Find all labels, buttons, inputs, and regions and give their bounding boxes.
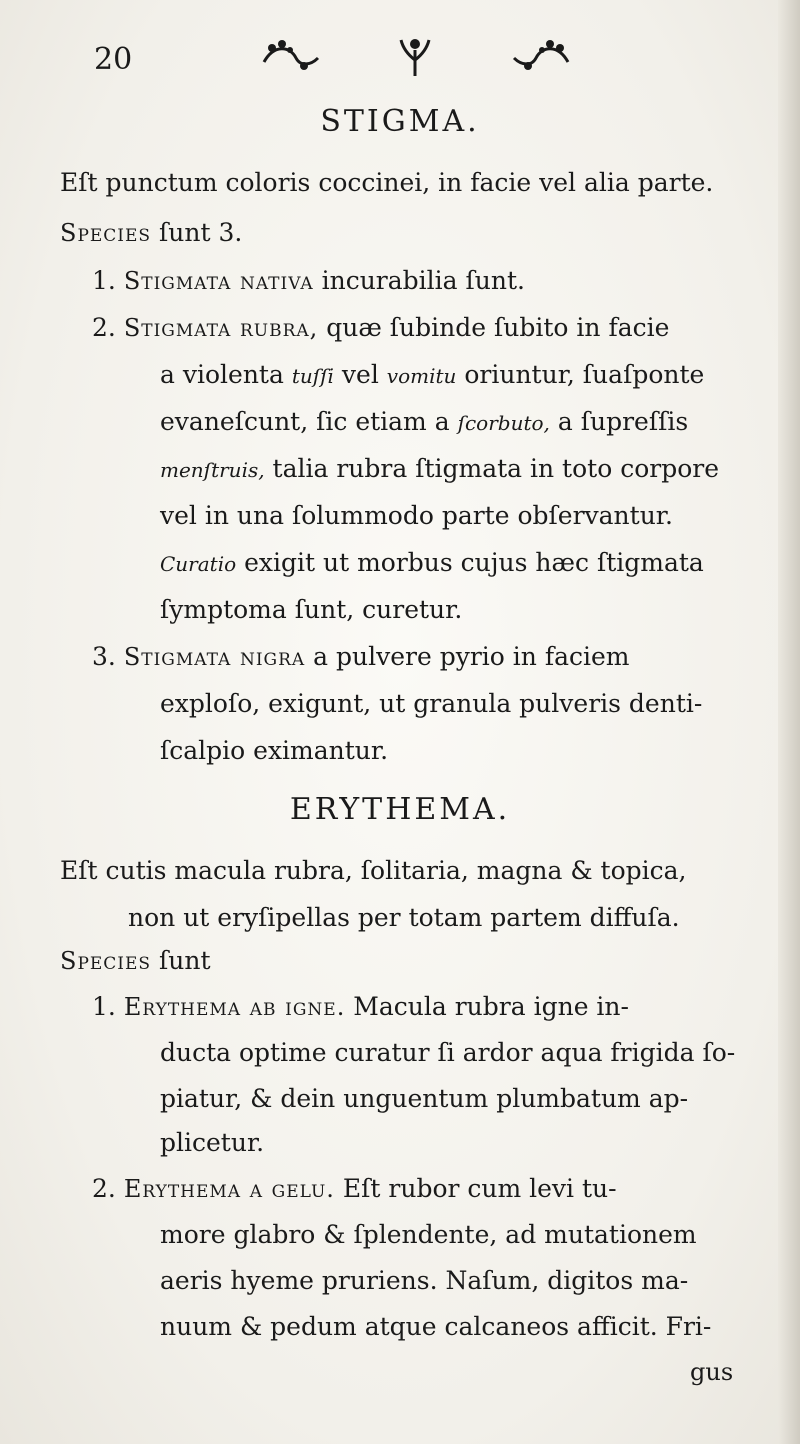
section-title-erythema: ERYTHEMA.	[289, 792, 511, 827]
item-text: incurabilia ſunt.	[321, 266, 525, 295]
erythema-item-2-line-2: more glabro & ſplendente, ad mutationem	[160, 1220, 697, 1249]
item-name: Erythema ab igne.	[123, 993, 346, 1021]
text-run: a violenta	[160, 360, 284, 389]
text-run: evaneſcunt, ſic etiam a	[160, 407, 450, 436]
italic-term: Curatio	[160, 552, 237, 576]
item-name: Stigmata nigra	[123, 643, 306, 671]
stigma-item-2-line-3	[160, 407, 688, 436]
item-number: 1.	[92, 992, 116, 1021]
stigma-item-2-line-2	[160, 360, 704, 389]
page-spine-shadow	[778, 0, 800, 1444]
species-label: Species	[60, 219, 152, 247]
page-number: 20	[94, 42, 133, 77]
species-label: Species	[60, 947, 152, 975]
item-number: 3.	[92, 642, 116, 671]
italic-term: tuſſi	[291, 364, 334, 388]
erythema-item-2-line-4: nuum & pedum atque calcaneos afficit. Fri-	[160, 1312, 712, 1341]
erythema-item-2	[92, 1174, 617, 1203]
stigma-item-2-line-5: vel in una ſolummodo parte obſervantur.	[160, 501, 673, 530]
erythema-item-1-line-3: piatur, & dein unguentum plumbatum ap-	[160, 1084, 689, 1113]
item-text: a pulvere pyrio in faciem	[313, 642, 630, 671]
stigma-item-2-line-6	[160, 548, 704, 577]
erythema-definition-1: Eſt cutis macula rubra, ſolitaria, magna & topica,	[60, 856, 687, 885]
stigma-item-2-line-7: ſymptoma ſunt, curetur.	[160, 595, 463, 624]
text-run: a ſupreſſis	[557, 407, 689, 436]
stigma-item-3-line-2: exploſo, exigunt, ut granula pulveris denti-	[160, 689, 703, 718]
running-header	[90, 36, 610, 84]
stigma-item-2-line-4	[160, 454, 719, 483]
erythema-definition-2: non ut eryſipellas per totam partem diffuſa.	[128, 903, 680, 932]
text-run: exigit ut morbus cujus hæc ſtigmata	[244, 548, 704, 577]
item-name: Stigmata nativa	[123, 267, 314, 295]
floral-sprig-icon	[510, 36, 572, 76]
item-number: 1.	[92, 266, 116, 295]
erythema-item-1	[92, 992, 629, 1021]
item-text: Macula rubra igne in-	[353, 992, 629, 1021]
item-name: Stigmata rubra,	[123, 314, 319, 342]
fleuron-icon	[395, 36, 435, 78]
stigma-definition: Eſt punctum coloris coccinei, in facie vel alia parte.	[60, 168, 714, 197]
catchword: gus	[690, 1358, 734, 1386]
item-text: quæ ſubinde ſubito in facie	[326, 313, 670, 342]
text-run: vel	[341, 360, 379, 389]
italic-term: menſtruis,	[160, 458, 265, 482]
text-run: oriuntur, ſuaſponte	[464, 360, 705, 389]
section-title-stigma: STIGMA.	[320, 104, 480, 139]
erythema-species-line	[60, 946, 211, 975]
italic-term: ſcorbuto,	[457, 411, 550, 435]
stigma-item-2	[92, 313, 669, 342]
stigma-item-3	[92, 642, 630, 671]
item-name: Erythema a gelu.	[123, 1175, 335, 1203]
text-run: talia rubra ſtigmata in toto corpore	[272, 454, 719, 483]
stigma-species-line	[60, 218, 242, 247]
erythema-item-1-line-4: plicetur.	[160, 1128, 265, 1157]
item-number: 2.	[92, 313, 116, 342]
stigma-item-1	[92, 266, 525, 295]
species-count: ſunt	[159, 946, 211, 975]
floral-sprig-icon	[260, 36, 322, 76]
item-number: 2.	[92, 1174, 116, 1203]
erythema-item-2-line-3: aeris hyeme pruriens. Naſum, digitos ma-	[160, 1266, 689, 1295]
stigma-item-3-line-3: ſcalpio eximantur.	[160, 736, 389, 765]
italic-term: vomitu	[386, 364, 457, 388]
item-text: Eſt rubor cum levi tu-	[342, 1174, 617, 1203]
species-count: ſunt 3.	[159, 218, 243, 247]
erythema-item-1-line-2: ducta optime curatur ſi ardor aqua frigida ſo-	[160, 1038, 736, 1067]
